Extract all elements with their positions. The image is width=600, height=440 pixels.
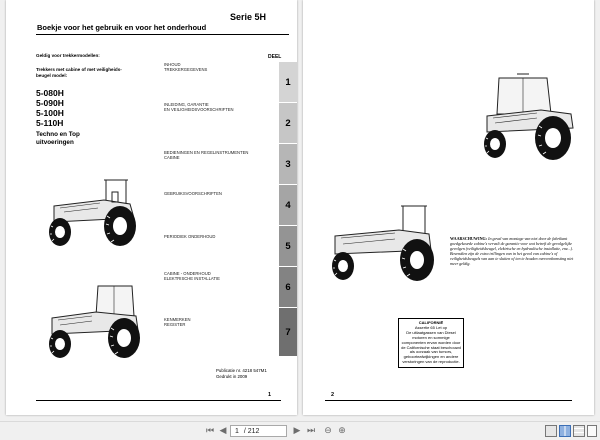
section-line: TREKKERGEGEVENS (164, 67, 208, 73)
versions-label (36, 131, 80, 146)
section-tab-5[interactable]: 5 (279, 225, 297, 266)
california-subtitle: Assertie 65 Let op (414, 324, 448, 330)
tractor-cab-illustration (34, 280, 152, 362)
viewer-toolbar (0, 421, 600, 440)
continuous-view-icon[interactable] (573, 425, 585, 437)
tractor-rops-illustration (34, 172, 152, 250)
model-item: 5-100H (36, 108, 64, 118)
section-line: CABINE (164, 155, 180, 161)
section-1-label[interactable] (164, 62, 207, 72)
tractor-cab-illustration (481, 70, 581, 162)
fullscreen-icon[interactable] (587, 425, 597, 437)
zoom-out-icon[interactable]: ⊖ (324, 426, 332, 436)
section-line: REGISTER (164, 322, 186, 328)
model-item: 5-080H (36, 88, 64, 98)
model-item: 5-110H (36, 118, 64, 128)
series-title: Serie 5H (230, 12, 267, 22)
part-label: DEEL (268, 54, 282, 60)
section-6-label[interactable] (164, 271, 220, 281)
california-text: De uitlaatgassen van Diesel motoren en sommige componenten ervan worden door de Californische staat beschouwd als oorzaak van tumors, geboorteafwijkingen en andere verstoringen van de reproductie. (401, 329, 461, 365)
section-tab-7[interactable]: 7 (279, 307, 297, 356)
versions-line-2: uitvoeringen (36, 138, 74, 146)
publication-number: Publicatie nr. 4218 547M1 (216, 368, 267, 373)
section-line: INLEIDING, GARANTIE (164, 102, 209, 107)
section-tab-3[interactable]: 3 (279, 143, 297, 184)
last-page-icon[interactable]: ⏭ (306, 426, 316, 436)
document-page-1 (6, 0, 297, 415)
section-4-label[interactable] (164, 191, 222, 196)
manual-title: Boekje voor het gebruik en voor het onderhoud (37, 23, 207, 32)
valid-for-label: Geldig voor trekkermodellen: (36, 53, 100, 58)
first-page-icon[interactable]: ⏮ (205, 426, 215, 436)
header-rule (36, 34, 289, 35)
california-title: CALIFORNIË (418, 320, 444, 325)
section-line: PERIODIEK ONDERHOUD (164, 234, 216, 239)
section-2-label[interactable] (164, 102, 234, 112)
section-line: GEBRUIKSVOORSCHRIFTEN (164, 191, 222, 196)
footer-rule (36, 400, 281, 401)
section-line: INHOUD (164, 62, 181, 67)
section-tab-2[interactable]: 2 (279, 102, 297, 143)
single-page-view-icon[interactable] (545, 425, 557, 437)
previous-page-icon[interactable]: ◀ (219, 426, 227, 436)
two-page-view-icon[interactable] (559, 425, 571, 437)
section-3-label[interactable] (164, 150, 248, 160)
next-page-icon[interactable]: ▶ (293, 426, 301, 436)
versions-line-1: Techno en Top (36, 131, 80, 138)
document-page-2 (303, 0, 594, 415)
section-line: BEDIENINGEN EN REGELINSTRUMENTEN (164, 150, 249, 155)
section-tab-1[interactable]: 1 (279, 61, 297, 102)
current-page-input[interactable]: 1 (235, 428, 239, 435)
footer-rule (325, 400, 572, 401)
section-line: ELEKTRISCHE INSTALLATIE (164, 276, 220, 282)
section-line: EN VEILIGHEIDSVOORSCHRIFTEN (164, 107, 234, 113)
section-tab-4[interactable]: 4 (279, 184, 297, 225)
section-line: CABINE - ONDERHOUD (164, 271, 211, 276)
model-item: 5-090H (36, 98, 64, 108)
warning-text (450, 236, 578, 267)
page-number-field[interactable] (230, 425, 287, 437)
warning-body: In geval van montage van niet door de fabrikant goedgekeurde cabine's vervalt de garantie voor wat betreft de gevolgelijke gevolgen (veiligheidsbeugel, elektrische en hydraulische installatie, enz...). Bovendien zijn de extra trillingen van in het geval van cabine's of veiligheidsbeugels van aan te sluiten of ten te houden overeenkomsting niet meer geldig. (450, 236, 574, 267)
cabin-line-1: Trekkers met cabine of met veiligheids- (36, 67, 122, 72)
zoom-in-icon[interactable]: ⊕ (338, 426, 346, 436)
warning-heading: WAARSCHUWING: (450, 236, 488, 241)
cabin-line-2: beugel model: (36, 73, 68, 78)
page-total: / 212 (243, 428, 260, 435)
page-number: 1 (268, 392, 272, 398)
page-number: 2 (331, 392, 335, 398)
section-7-label[interactable] (164, 317, 191, 327)
section-tab-6[interactable]: 6 (279, 266, 297, 307)
section-line: KENMERKEN (164, 317, 191, 322)
print-year: Gedrukt in 2009 (216, 374, 248, 379)
tractor-rops-illustration (321, 200, 445, 284)
california-notice (398, 318, 464, 368)
publication-info (216, 368, 267, 380)
model-list (36, 88, 64, 128)
section-5-label[interactable] (164, 234, 215, 239)
